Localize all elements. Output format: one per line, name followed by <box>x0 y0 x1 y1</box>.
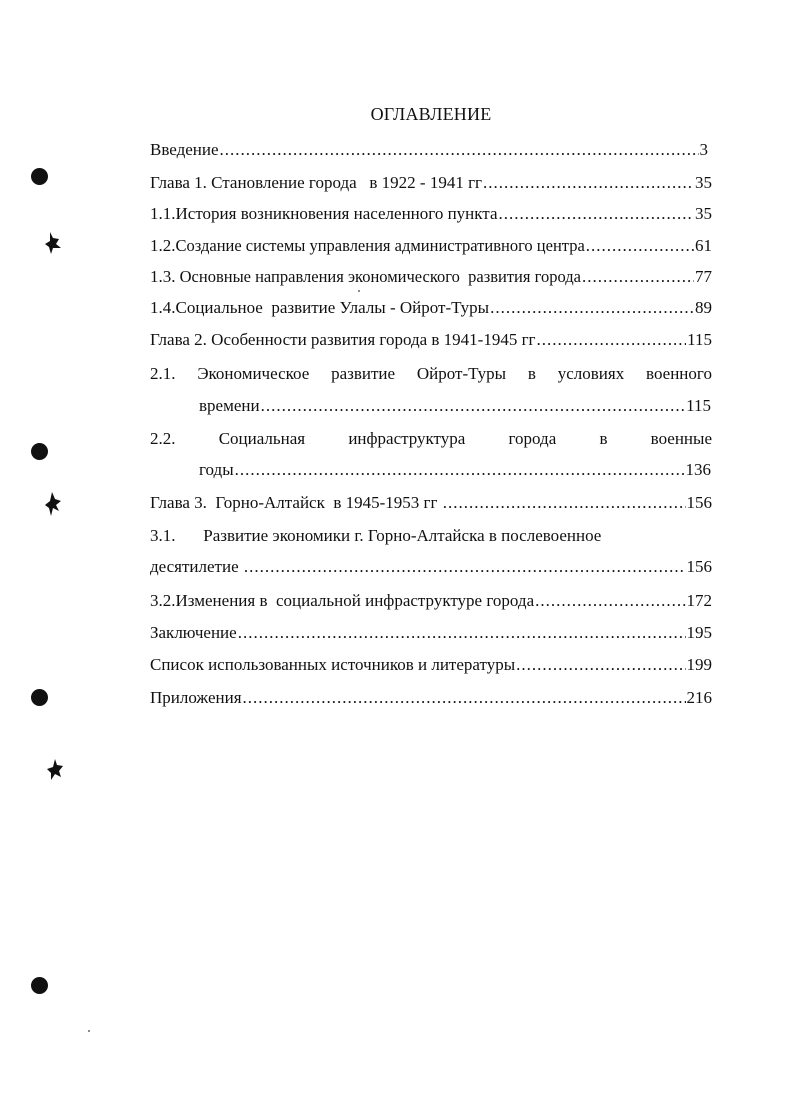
toc-entry-page: 89 <box>695 298 712 317</box>
toc-entry-word: в <box>527 364 536 383</box>
dot-leader <box>244 556 686 578</box>
toc-entry <box>150 266 712 288</box>
toc-entry-page: 172 <box>686 591 712 610</box>
toc-entry <box>150 172 712 194</box>
toc-entry-page: 156 <box>686 557 712 576</box>
toc-entry-number: 3.2. <box>150 591 176 610</box>
toc-entry-page: 115 <box>686 396 711 415</box>
ink-blot-mark <box>46 757 66 783</box>
toc-entry-number: 1.3. <box>150 267 176 286</box>
toc-entry-text: десятилетие <box>150 557 243 576</box>
toc-entry-page: 195 <box>686 623 712 642</box>
toc-entry <box>150 203 712 225</box>
dot-leader <box>499 203 695 225</box>
toc-entry-word: развитие <box>331 364 396 383</box>
toc-title: ОГЛАВЛЕНИЕ <box>370 104 492 124</box>
toc-entry-justified-line <box>150 428 712 450</box>
ink-blot-mark <box>44 230 64 256</box>
dot-leader <box>582 266 694 288</box>
toc-entry-page: 35 <box>695 204 712 223</box>
toc-entry-page: 77 <box>695 267 712 286</box>
toc-entry-page: 199 <box>686 655 712 674</box>
dot-leader <box>516 654 685 676</box>
punch-hole-mark <box>31 977 48 994</box>
toc-entry-word: Экономическое <box>197 364 310 383</box>
toc-entry-page: 3 <box>699 140 708 159</box>
toc-entry <box>150 492 712 514</box>
toc-entry <box>150 139 708 161</box>
toc-entry-number: 2.1. <box>150 364 176 383</box>
toc-entry-word: города <box>508 429 557 448</box>
toc-entry-number: 3.1. <box>150 526 176 545</box>
toc-entry-text: Заключение <box>150 623 237 642</box>
toc-entry-text: Глава 3. Горно-Алтайск в 1945-1953 гг <box>150 493 442 512</box>
toc-entry-text: Развитие экономики г. Горно-Алтайска в послевоенное <box>199 526 602 545</box>
toc-entry-number: 1.4. <box>150 298 176 317</box>
toc-entry-text: История возникновения населенного пункта <box>175 204 498 223</box>
toc-entry-text: Основные направления экономического развития города <box>175 267 581 286</box>
dot-leader <box>235 459 685 481</box>
dot-leader <box>443 492 686 514</box>
punch-hole-mark <box>31 689 48 706</box>
toc-entry-word: в <box>599 429 608 448</box>
toc-entry-continuation <box>199 395 711 417</box>
dot-leader <box>535 590 685 612</box>
toc-entry-justified-line <box>150 363 712 385</box>
toc-entry-number: 2.2. <box>150 429 176 448</box>
toc-entry <box>150 297 712 319</box>
toc-entry-text: Изменения в социальной инфраструктуре города <box>175 591 535 610</box>
toc-entry-page: 136 <box>685 460 711 479</box>
toc-entry <box>150 590 712 612</box>
dot-leader <box>490 297 694 319</box>
toc-entry <box>150 525 712 547</box>
toc-entry-text: Глава 1. Становление города в 1922 - 1941 гг <box>150 173 483 192</box>
toc-entry-word: Ойрот-Туры <box>416 364 507 383</box>
toc-entry-text: времени <box>199 396 260 415</box>
toc-entry-word: военные <box>650 429 712 448</box>
dot-leader <box>483 172 694 194</box>
punch-hole-mark <box>31 443 48 460</box>
dot-leader <box>586 235 694 257</box>
toc-entry-text: Социальное развитие Улалы - Ойрот-Туры <box>175 298 490 317</box>
toc-entry-text: Введение <box>150 140 219 159</box>
toc-entry-continuation <box>150 556 712 578</box>
toc-entry-text: Создание системы управления административного центра <box>175 236 585 255</box>
toc-entry-text: Список использованных источников и литературы <box>150 655 516 674</box>
toc-entry-text: Приложения <box>150 688 242 707</box>
dot-leader <box>220 139 699 161</box>
dot-leader <box>261 395 686 417</box>
toc-entry <box>150 622 712 644</box>
toc-entry-continuation <box>199 459 711 481</box>
punch-hole-mark <box>31 168 48 185</box>
toc-entry-page: 35 <box>695 173 712 192</box>
toc-entry <box>150 329 712 351</box>
toc-entry-text: Глава 2. Особенности развития города в 1941-1945 гг <box>150 330 536 349</box>
toc-entry-word: условиях <box>557 364 625 383</box>
toc-entry-page: 216 <box>686 688 712 707</box>
toc-entry-text: годы <box>199 460 234 479</box>
toc-entry-number: 1.1. <box>150 204 176 223</box>
toc-entry <box>150 687 712 709</box>
toc-entry-page: 115 <box>687 330 712 349</box>
toc-entry-page: 156 <box>686 493 712 512</box>
toc-entry-number: 1.2. <box>150 236 176 255</box>
dot-leader <box>243 687 686 709</box>
dot-leader <box>537 329 687 351</box>
toc-entry-word: военного <box>646 364 712 383</box>
dot-leader <box>238 622 686 644</box>
toc-entry <box>150 235 712 257</box>
dust-speck <box>358 290 360 292</box>
toc-entry-word: инфраструктура <box>348 429 466 448</box>
toc-entry-word: Социальная <box>218 429 306 448</box>
toc-entry <box>150 654 712 676</box>
ink-blot-mark <box>44 490 64 518</box>
dust-speck <box>88 1030 90 1032</box>
toc-entry-page: 61 <box>695 236 712 255</box>
